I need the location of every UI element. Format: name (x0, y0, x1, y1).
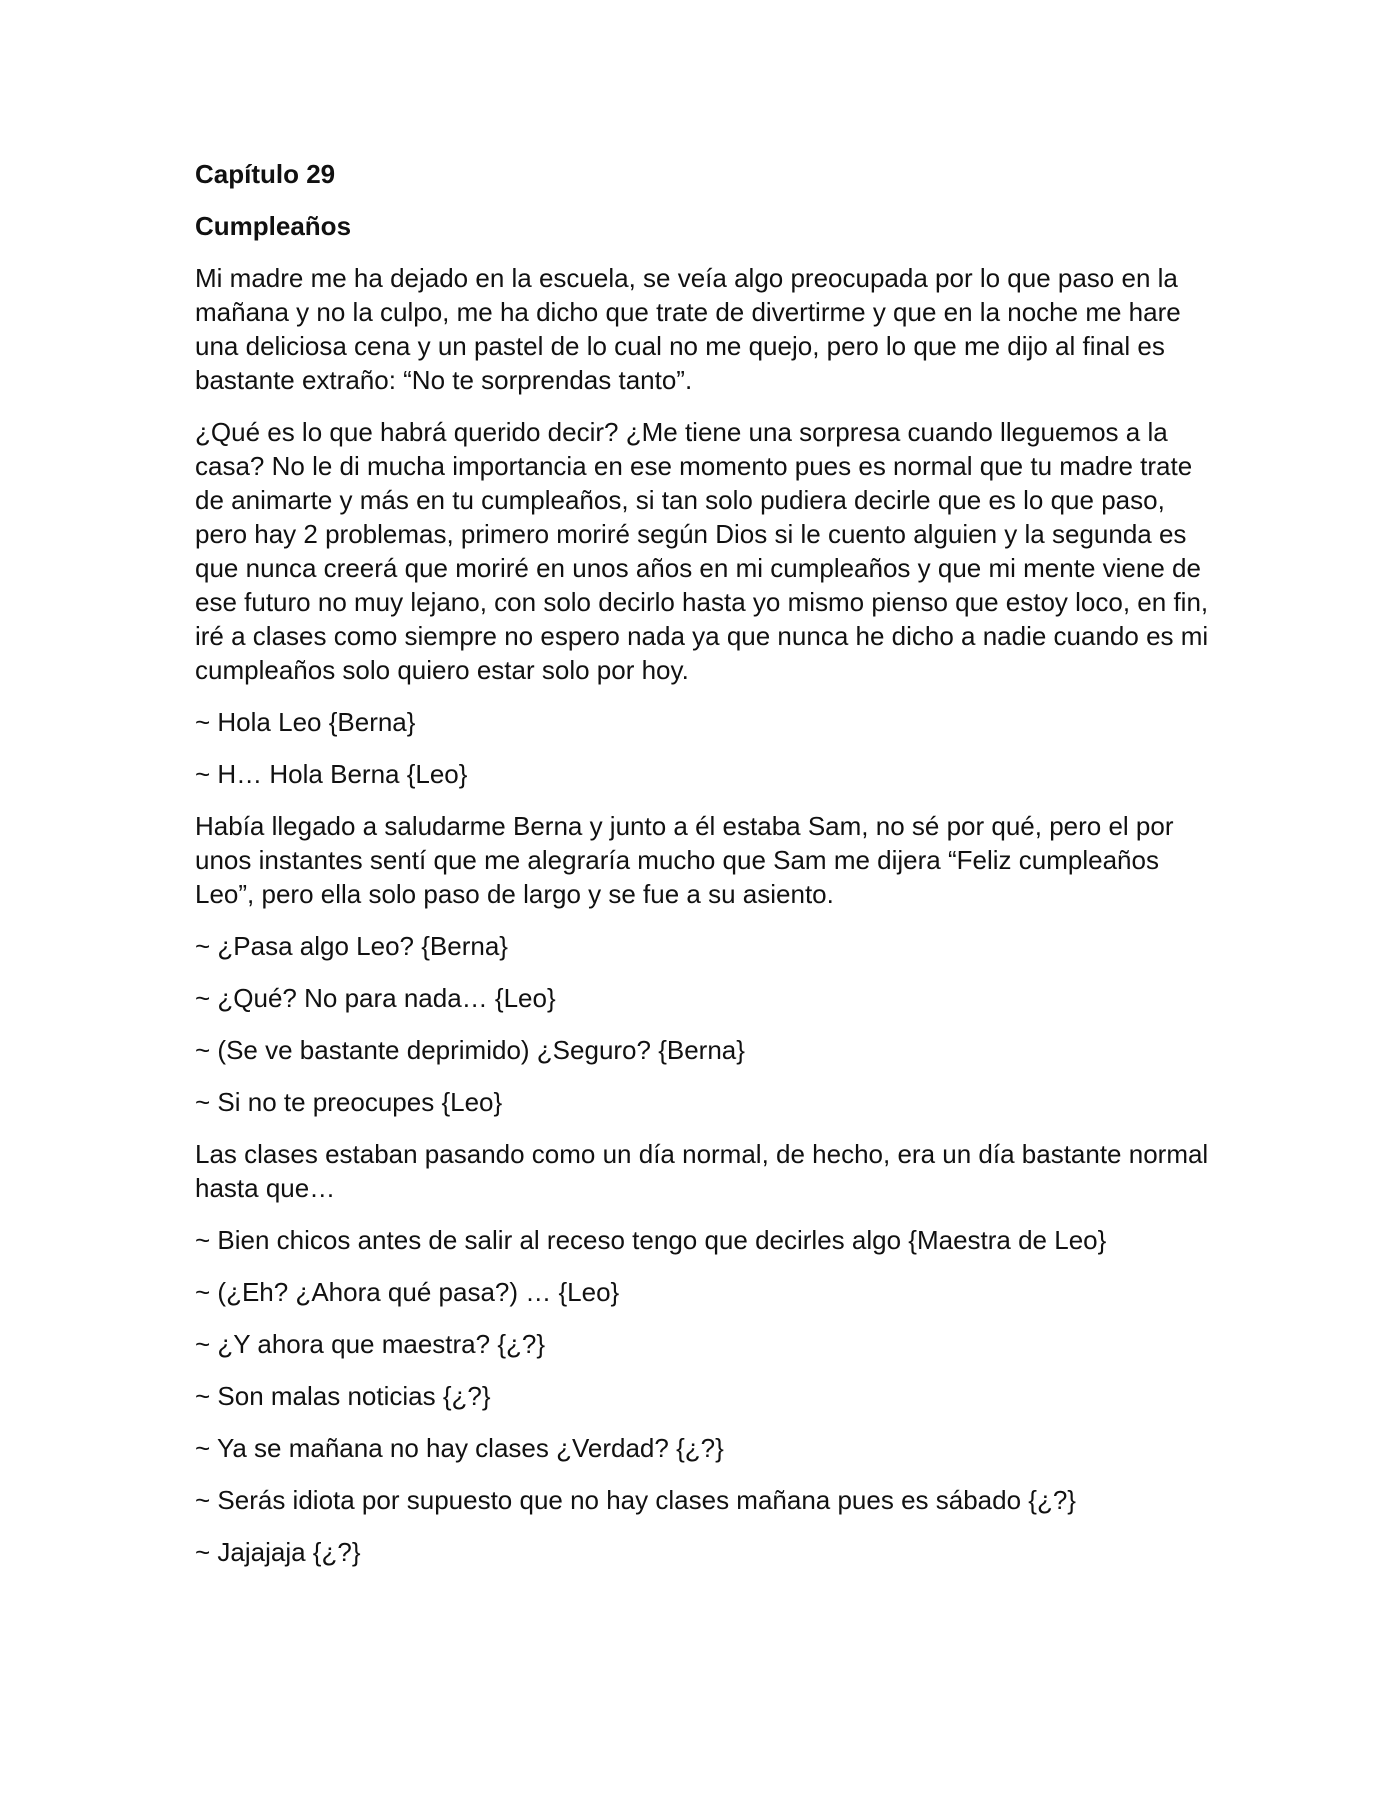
dialogue-line: ~ Jajajaja {¿?} (195, 1537, 361, 1567)
paragraph: ¿Qué es lo que habrá querido decir? ¿Me tiene una sorpresa cuando lleguemos a la casa? No le di mucha importancia en ese momento pues es normal que tu madre trate de animarte y más en tu cumpleaños, si tan solo pudiera decirle que es lo que paso, pero hay 2 problemas, primero moriré según Dios si le cuento alguien y la segunda es que nunca creerá que moriré en unos años en mi cumpleaños y que mi mente viene de ese futuro no muy lejano, con solo decirlo hasta yo mismo pienso que estoy loco, en fin, iré a clases como siempre no espero nada ya que nunca he dicho a nadie cuando es mi cumpleaños solo quiero estar solo por hoy. (195, 417, 1209, 685)
paragraph: Había llegado a saludarme Berna y junto a él estaba Sam, no sé por qué, pero el por unos instantes sentí que me alegraría mucho que Sam me dijera “Feliz cumpleaños Leo”, pero ella solo paso de largo y se fue a su asiento. (195, 811, 1174, 909)
dialogue-line: ~ Bien chicos antes de salir al receso tengo que decirles algo {Maestra de Leo} (195, 1225, 1107, 1255)
dialogue-line: ~ Ya se mañana no hay clases ¿Verdad? {¿?} (195, 1433, 724, 1463)
dialogue-line: ~ Son malas noticias {¿?} (195, 1381, 491, 1411)
dialogue-line: ~ H… Hola Berna {Leo} (195, 759, 468, 789)
dialogue-line: ~ Hola Leo {Berna} (195, 707, 416, 737)
paragraph: Las clases estaban pasando como un día normal, de hecho, era un día bastante normal hasta que… (195, 1139, 1209, 1203)
section-title: Cumpleaños (195, 211, 352, 241)
dialogue-line: ~ Si no te preocupes {Leo} (195, 1087, 503, 1117)
dialogue-line: ~ ¿Pasa algo Leo? {Berna} (195, 931, 508, 961)
dialogue-line: ~ (¿Eh? ¿Ahora qué pasa?) … {Leo} (195, 1277, 620, 1307)
document-page (195, 157, 1215, 1587)
chapter-title: Capítulo 29 (195, 159, 336, 189)
dialogue-line: ~ Serás idiota por supuesto que no hay clases mañana pues es sábado {¿?} (195, 1485, 1076, 1515)
dialogue-line: ~ ¿Qué? No para nada… {Leo} (195, 983, 556, 1013)
dialogue-line: ~ ¿Y ahora que maestra? {¿?} (195, 1329, 546, 1359)
paragraph: Mi madre me ha dejado en la escuela, se veía algo preocupada por lo que paso en la mañana y no la culpo, me ha dicho que trate de divertirme y que en la noche me hare una deliciosa cena y un pastel de lo cual no me quejo, pero lo que me dijo al final es bastante extraño: “No te sorprendas tanto”. (195, 263, 1181, 395)
dialogue-line: ~ (Se ve bastante deprimido) ¿Seguro? {Berna} (195, 1035, 745, 1065)
